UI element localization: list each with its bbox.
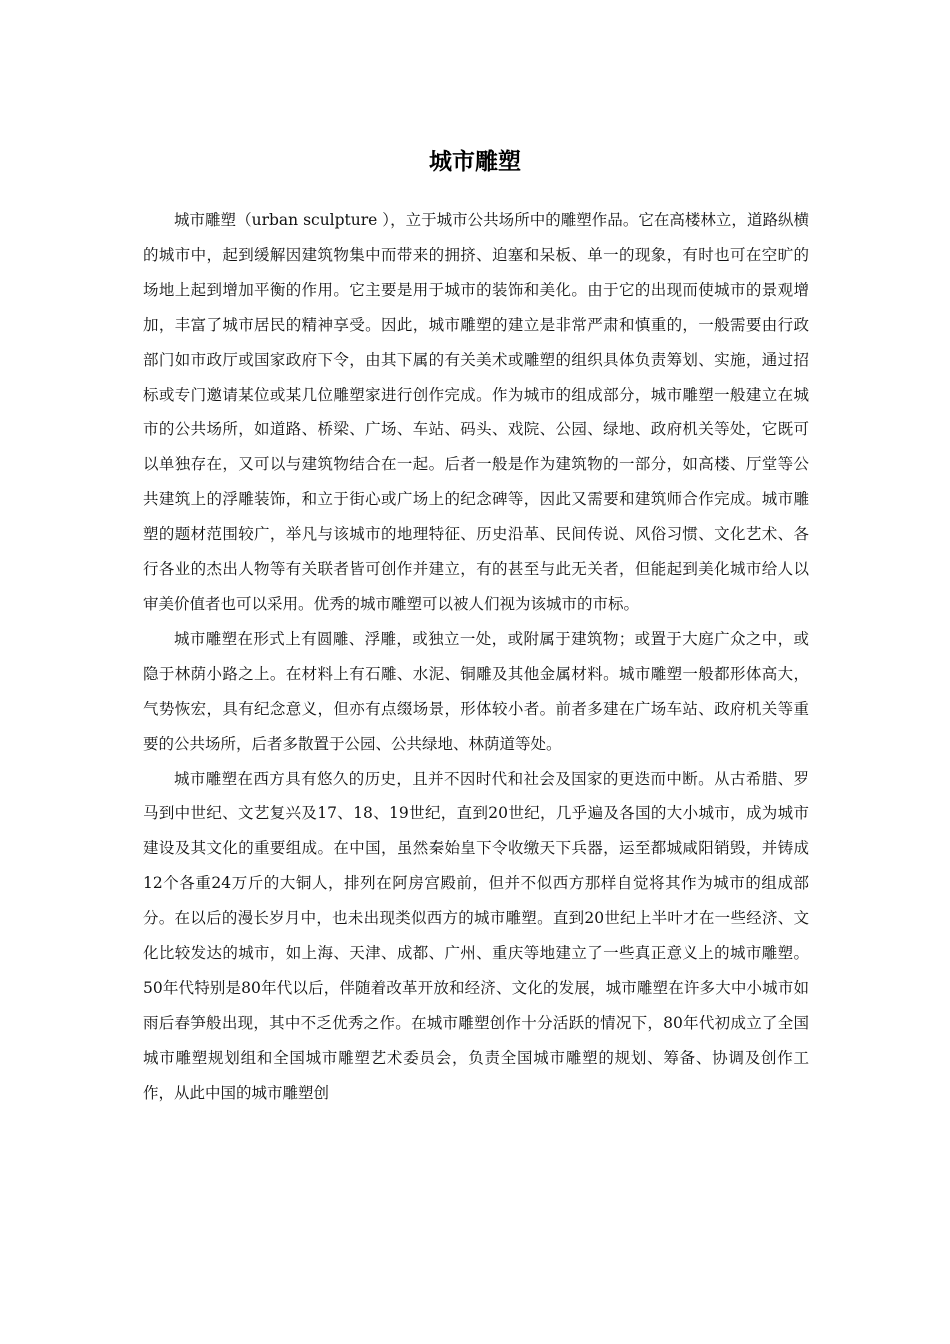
- paragraph-2: 城市雕塑在形式上有圆雕、浮雕，或独立一处，或附属于建筑物；或置于大庭广众之中，或隐于林荫小路之上。在材料上有石雕、水泥、铜雕及其他金属材料。城市雕塑一般都形体高大，气势恢宏，具有纪念意义，但亦有点缀场景，形体较小者。前者多建在广场车站、政府机关等重要的公共场所，后者多散置于公园、公共绿地、林荫道等处。: [143, 629, 809, 753]
- paragraph-3: 城市雕塑在西方具有悠久的历史，且并不因时代和社会及国家的更迭而中断。从古希腊、罗马到中世纪、文艺复兴及17、18、19世纪，直到20世纪，几乎遍及各国的大小城市，成为城市建设及其文化的重要组成。在中国，虽然秦始皇下令收缴天下兵器，运至都城咸阳销毁，并铸成12个各重24万斤的大铜人，排列在阿房宫殿前，但并不似西方那样自觉将其作为城市的组成部分。在以后的漫长岁月中，也未出现类似西方的城市雕塑。直到20世纪上半叶才在一些经济、文化比较发达的城市，如上海、天津、成都、广州、重庆等地建立了一些真正意义上的城市雕塑。50年代特别是80年代以后，伴随着改革开放和经济、文化的发展，城市雕塑在许多大中小城市如雨后春笋般出现，其中不乏优秀之作。在城市雕塑创作十分活跃的情况下，80年代初成立了全国城市雕塑规划组和全国城市雕塑艺术委员会，负责全国城市雕塑的规划、筹备、协调及创作工作，从此中国的城市雕塑创: [143, 769, 809, 1102]
- page-title: 城市雕塑: [429, 149, 521, 175]
- article-body: [143, 203, 809, 1111]
- paragraph-1: 城市雕塑（urban sculpture ），立于城市公共场所中的雕塑作品。它在高楼林立，道路纵横的城市中，起到缓解因建筑物集中而带来的拥挤、迫塞和呆板、单一的现象，有时也可在空旷的场地上起到增加平衡的作用。它主要是用于城市的装饰和美化。由于它的出现而使城市的景观增加，丰富了城市居民的精神享受。因此，城市雕塑的建立是非常严肃和慎重的，一般需要由行政部门如市政厅或国家政府下令，由其下属的有关美术或雕塑的组织具体负责筹划、实施，通过招标或专门邀请某位或某几位雕塑家进行创作完成。作为城市的组成部分，城市雕塑一般建立在城市的公共场所，如道路、桥梁、广场、车站、码头、戏院、公园、绿地、政府机关等处，它既可以单独存在，又可以与建筑物结合在一起。后者一般是作为建筑物的一部分，如高楼、厅堂等公共建筑上的浮雕装饰，和立于街心或广场上的纪念碑等，因此又需要和建筑师合作完成。城市雕塑的题材范围较广，举凡与该城市的地理特征、历史沿革、民间传说、风俗习惯、文化艺术、各行各业的杰出人物等有关联者皆可创作并建立，有的甚至与此无关者，但能起到美化城市给人以审美价值者也可以采用。优秀的城市雕塑可以被人们视为该城市的市标。: [143, 211, 809, 613]
